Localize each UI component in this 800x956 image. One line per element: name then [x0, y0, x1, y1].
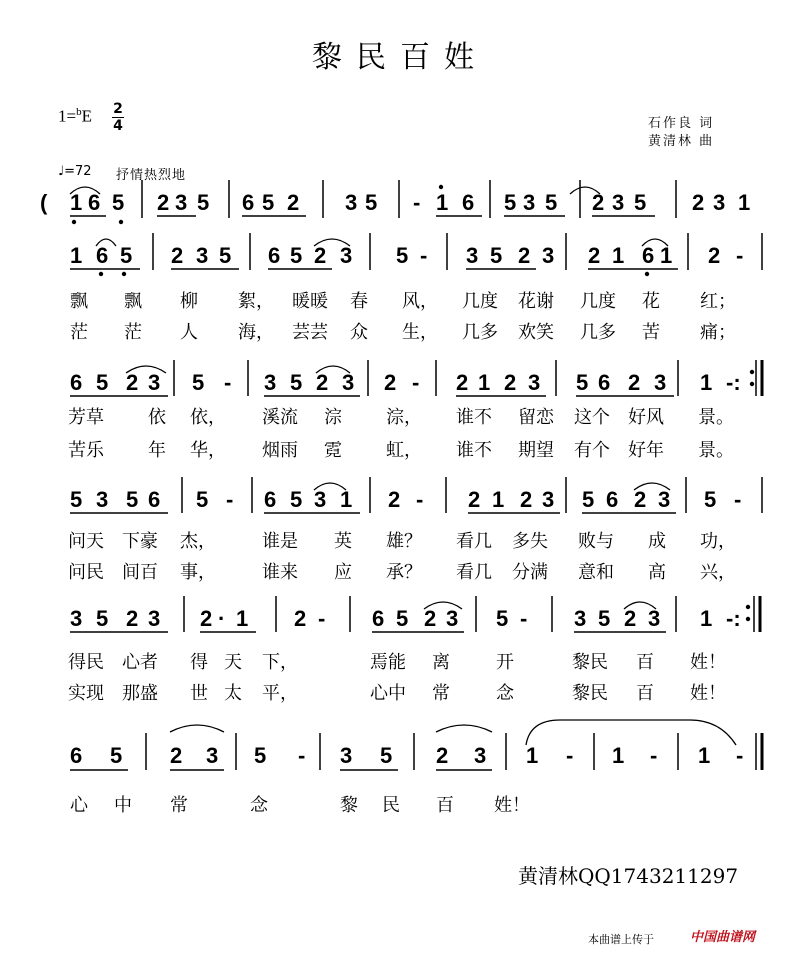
row3-note: 3	[654, 370, 667, 395]
row5-note: ·	[218, 606, 226, 631]
row1-note: 5	[197, 190, 210, 215]
lyric-word: 事，	[180, 562, 216, 583]
row2-note: 5	[396, 243, 409, 268]
row1-note: 1	[738, 190, 751, 215]
lyric-word: 芳草	[68, 407, 104, 428]
slur	[314, 483, 346, 490]
slur	[424, 602, 462, 609]
row1-note: 6	[462, 190, 475, 215]
row2-note: 2	[518, 243, 531, 268]
lyric-word: 得	[190, 652, 208, 673]
lyric-word: 民	[382, 795, 400, 816]
row1-note: 3	[612, 190, 625, 215]
row4-note: -	[416, 487, 424, 512]
row1-note: 5	[112, 190, 125, 215]
lyric-word: 茫	[124, 322, 142, 343]
row1-note: 5	[545, 190, 558, 215]
lyric-word: 百	[636, 683, 654, 704]
lyric-word: 茫	[70, 322, 88, 343]
row1-note: 6	[242, 190, 255, 215]
lyric-word: 华，	[190, 440, 226, 461]
lyric-word: 念	[496, 683, 514, 704]
row6-note: 1	[526, 743, 539, 768]
row1-note: 2	[287, 190, 300, 215]
row2-note: 5	[219, 243, 232, 268]
row1-note: 3	[345, 190, 358, 215]
row2-note: 1	[660, 243, 673, 268]
lyric-word: 间百	[122, 562, 158, 583]
lyric-word: 开	[496, 652, 514, 673]
row2-note: 1	[612, 243, 625, 268]
row4-note: 5	[704, 487, 717, 512]
lyric-word: 几度	[462, 291, 498, 312]
row6-note: 6	[70, 743, 83, 768]
row5-note: 2	[126, 606, 139, 631]
lyric-word: 留恋	[518, 407, 554, 428]
repeat-dot	[746, 605, 750, 609]
row5-note: 6	[372, 606, 385, 631]
lyric-word: 虹，	[386, 440, 422, 461]
lyric-word: 成	[648, 531, 666, 552]
low-octave-dot	[72, 220, 76, 224]
row6-note: 5	[110, 743, 123, 768]
row4-note: 5	[196, 487, 209, 512]
lyric-word: 谁来	[262, 562, 298, 583]
row2-note: 2	[588, 243, 601, 268]
key-flat: b	[76, 106, 82, 118]
row1-note: 5	[365, 190, 378, 215]
row4-note: 6	[264, 487, 277, 512]
row3-note: 2	[126, 370, 139, 395]
row1-note: 3	[713, 190, 726, 215]
row2-note: 3	[466, 243, 479, 268]
row4-note: 6	[606, 487, 619, 512]
lyric-word: 百	[436, 795, 454, 816]
row1-note: 2	[592, 190, 605, 215]
row5-note: 3	[148, 606, 161, 631]
lyric-word: 有个	[574, 440, 610, 461]
row2-note: 6	[642, 243, 655, 268]
lyric-word: 溪流	[262, 407, 298, 428]
high-octave-dot	[439, 185, 443, 189]
row5-note: 5	[96, 606, 109, 631]
row3-note: 1	[478, 370, 491, 395]
lyric-word: 人	[180, 322, 198, 343]
lyric-word: 烟雨	[262, 440, 298, 461]
row5-note: 1	[700, 606, 713, 631]
site-logo: 中国曲谱网	[690, 930, 756, 945]
row4-note: 3	[96, 487, 109, 512]
lyric-word: 那盛	[122, 683, 158, 704]
lyric-word: 风，	[402, 291, 438, 312]
lyric-word: 姓！	[690, 652, 726, 673]
lyric-word: 海，	[238, 322, 274, 343]
row5-note: 2	[624, 606, 637, 631]
lyric-word: 意和	[578, 562, 614, 583]
lyric-word: 念	[250, 795, 268, 816]
row3-note: -	[224, 370, 232, 395]
lyric-word: 谁不	[456, 407, 492, 428]
row2-note: 5	[290, 243, 303, 268]
row5-note: 1	[236, 606, 249, 631]
row5-note: 3	[574, 606, 587, 631]
row2-note: 3	[340, 243, 353, 268]
row3-note: 5	[576, 370, 589, 395]
lyric-word: 依，	[190, 407, 226, 428]
lyric-word: 兴，	[700, 562, 736, 583]
row3-note: 2	[628, 370, 641, 395]
row3-note: 3	[148, 370, 161, 395]
low-octave-dot	[122, 272, 126, 276]
song-title: 黎民百姓	[312, 40, 488, 75]
key-prefix: 1=	[58, 106, 77, 126]
row3-note: 2	[456, 370, 469, 395]
slur	[624, 602, 656, 609]
tempo-marking: ♩=72	[58, 164, 92, 179]
lyric-word: 常	[170, 795, 188, 816]
slur	[70, 187, 100, 194]
row1-note: 5	[634, 190, 647, 215]
row3-note: 2	[384, 370, 397, 395]
row3-note: -:	[726, 370, 741, 395]
lyric-word: 中	[114, 795, 132, 816]
lyric-word: 承？	[386, 562, 422, 583]
row5-note: -	[520, 606, 528, 631]
row6-note: 2	[436, 743, 449, 768]
row3-note: 1	[700, 370, 713, 395]
row4-note: 1	[340, 487, 353, 512]
low-octave-dot	[99, 272, 103, 276]
row4-note: -	[226, 487, 234, 512]
meter-bottom: 4	[113, 118, 123, 134]
lyric-word: 黎	[340, 795, 358, 816]
lyric-word: 芸芸	[292, 322, 328, 343]
lyric-word: 红；	[700, 291, 736, 312]
row4-note: 3	[658, 487, 671, 512]
row3-note: -	[412, 370, 420, 395]
row1-note: 5	[262, 190, 275, 215]
lyric-word: 欢笑	[518, 322, 554, 343]
row3-note: 2	[316, 370, 329, 395]
row2-note: 5	[490, 243, 503, 268]
row4-note: -	[734, 487, 742, 512]
row5-note: -:	[726, 606, 741, 631]
expression-marking: 抒情热烈地	[116, 168, 187, 183]
lyric-word: 生，	[402, 322, 438, 343]
row2-note: 2	[171, 243, 184, 268]
lyric-word: 看几	[456, 531, 492, 552]
lyric-word: 众	[350, 322, 368, 343]
row2-note: 6	[268, 243, 281, 268]
row2-note: 3	[196, 243, 209, 268]
lyric-word: 好风	[628, 407, 664, 428]
lyric-word: 依	[148, 407, 166, 428]
row4-note: 2	[634, 487, 647, 512]
lyric-word: 得民	[68, 652, 104, 673]
meter-top: 2	[113, 101, 123, 117]
row6-note: 1	[612, 743, 625, 768]
row3-note: 5	[290, 370, 303, 395]
tie-slur	[526, 720, 736, 745]
low-octave-dot	[119, 220, 123, 224]
row4-note: 3	[542, 487, 555, 512]
upload-note: 本曲谱上传于	[588, 933, 654, 946]
slur	[314, 239, 350, 246]
row5-note: 5	[496, 606, 509, 631]
lyric-word: 太	[224, 683, 242, 704]
row1-note: 2	[692, 190, 705, 215]
row2-note: 2	[708, 243, 721, 268]
lyric-word: 年	[148, 440, 166, 461]
lyricist-credit: 石作良 词	[648, 116, 715, 131]
lyric-word: 姓！	[690, 683, 726, 704]
lyric-word: 景。	[698, 440, 734, 461]
row6-note: 5	[380, 743, 393, 768]
row3-note: 5	[96, 370, 109, 395]
lyric-word: 百	[636, 652, 654, 673]
lyric-word: 淙	[324, 407, 342, 428]
row2-note: -	[420, 243, 428, 268]
slur	[570, 187, 600, 194]
lyric-word: 雄？	[386, 531, 422, 552]
row4-note: 2	[468, 487, 481, 512]
lyric-word: 花谢	[518, 291, 554, 312]
slur	[436, 725, 492, 732]
lyric-word: 功，	[700, 531, 736, 552]
composer-credit: 黄清林 曲	[648, 134, 715, 149]
lyric-word: 败与	[578, 531, 614, 552]
slur	[96, 239, 116, 246]
row6-note: -	[736, 743, 744, 768]
row5-note: 2	[200, 606, 213, 631]
row1-note: 1	[436, 190, 449, 215]
repeat-dot	[746, 617, 750, 621]
lyric-word: 几多	[462, 322, 498, 343]
lyric-word: 淙，	[386, 407, 422, 428]
lyric-word: 痛；	[700, 322, 736, 343]
lyric-word: 多失	[512, 531, 548, 552]
lyric-word: 焉能	[370, 652, 406, 673]
lyric-word: 几多	[580, 322, 616, 343]
row3-note: 6	[598, 370, 611, 395]
lyric-word: 期望	[518, 440, 554, 461]
row6-note: 3	[340, 743, 353, 768]
lyric-word: 天	[224, 652, 242, 673]
row1-note: 1	[70, 190, 83, 215]
row6-note: -	[650, 743, 658, 768]
row5-note: 3	[446, 606, 459, 631]
lyric-word: 飘	[70, 291, 88, 312]
row5-note: 5	[396, 606, 409, 631]
row2-note: 5	[120, 243, 133, 268]
lyric-word: 这个	[574, 407, 610, 428]
row6-note: -	[566, 743, 574, 768]
row2-note: 1	[70, 243, 83, 268]
row1-note: -	[413, 190, 421, 215]
lyric-word: 心中	[370, 683, 406, 704]
lyric-word: 几度	[580, 291, 616, 312]
row6-note: 3	[474, 743, 487, 768]
lyric-word: 花	[642, 291, 660, 312]
row3-note: 3	[342, 370, 355, 395]
lyric-word: 问天	[68, 531, 104, 552]
lyric-word: 英	[334, 531, 352, 552]
row1-note: 3	[523, 190, 536, 215]
row1-note: (	[40, 190, 48, 215]
row4-note: 2	[388, 487, 401, 512]
slur	[170, 725, 224, 732]
row5-note: 5	[598, 606, 611, 631]
row2-note: 3	[542, 243, 555, 268]
lyric-word: 柳	[180, 291, 198, 312]
lyric-word: 暖暖	[292, 291, 328, 312]
lyric-word: 看几	[456, 562, 492, 583]
row6-note: -	[298, 743, 306, 768]
row5-note: 3	[648, 606, 661, 631]
row6-note: 2	[170, 743, 183, 768]
lyric-word: 问民	[68, 562, 104, 583]
row2-note: 6	[96, 243, 109, 268]
lyric-word: 苦	[642, 322, 660, 343]
lyric-word: 常	[432, 683, 450, 704]
row3-note: 5	[192, 370, 205, 395]
lyric-word: 好年	[628, 440, 664, 461]
lyric-word: 杰，	[180, 531, 216, 552]
row1-note: 5	[504, 190, 517, 215]
row6-note: 5	[254, 743, 267, 768]
slur	[126, 366, 166, 373]
lyric-word: 霓	[324, 440, 342, 461]
row5-note: 2	[294, 606, 307, 631]
key-note: E	[81, 106, 92, 126]
row4-note: 5	[70, 487, 83, 512]
row5-note: -	[318, 606, 326, 631]
lyric-word: 姓！	[494, 795, 530, 816]
arranger-signature: 黄清林QQ1743211297	[518, 864, 739, 888]
lyric-word: 飘	[124, 291, 142, 312]
row4-note: 3	[314, 487, 327, 512]
row2-note: -	[736, 243, 744, 268]
row1-note: 3	[175, 190, 188, 215]
row1-note: 6	[88, 190, 101, 215]
row3-note: 6	[70, 370, 83, 395]
row4-note: 5	[582, 487, 595, 512]
slur	[642, 239, 668, 246]
lyric-word: 应	[334, 562, 352, 583]
row4-note: 6	[148, 487, 161, 512]
lyric-word: 实现	[68, 683, 104, 704]
lyric-word: 黎民	[572, 683, 608, 704]
row4-note: 5	[290, 487, 303, 512]
lyric-word: 苦乐	[68, 440, 104, 461]
row1-note: 2	[157, 190, 170, 215]
lyric-word: 平，	[262, 683, 298, 704]
row5-note: 2	[424, 606, 437, 631]
row5-note: 3	[70, 606, 83, 631]
lyric-word: 春	[350, 291, 368, 312]
lyric-word: 心者	[122, 652, 158, 673]
lyric-word: 世	[190, 683, 208, 704]
row4-note: 1	[492, 487, 505, 512]
lyric-word: 下，	[262, 652, 298, 673]
lyric-word: 高	[648, 562, 666, 583]
slur	[634, 483, 670, 490]
lyric-word: 心	[70, 795, 88, 816]
lyric-word: 谁是	[262, 531, 298, 552]
slur	[316, 366, 350, 373]
low-octave-dot	[645, 272, 649, 276]
lyric-word: 离	[432, 652, 450, 673]
row6-note: 3	[206, 743, 219, 768]
row3-note: 3	[528, 370, 541, 395]
repeat-dot	[750, 382, 754, 386]
lyric-word: 絮，	[238, 291, 274, 312]
row2-note: 2	[314, 243, 327, 268]
row3-note: 2	[504, 370, 517, 395]
lyric-word: 下豪	[122, 531, 158, 552]
repeat-dot	[750, 370, 754, 374]
lyric-word: 景。	[698, 407, 734, 428]
row6-note: 1	[698, 743, 711, 768]
row3-note: 3	[264, 370, 277, 395]
row4-note: 5	[126, 487, 139, 512]
row4-note: 2	[520, 487, 533, 512]
lyric-word: 黎民	[572, 652, 608, 673]
lyric-word: 分满	[512, 562, 548, 583]
lyric-word: 谁不	[456, 440, 492, 461]
